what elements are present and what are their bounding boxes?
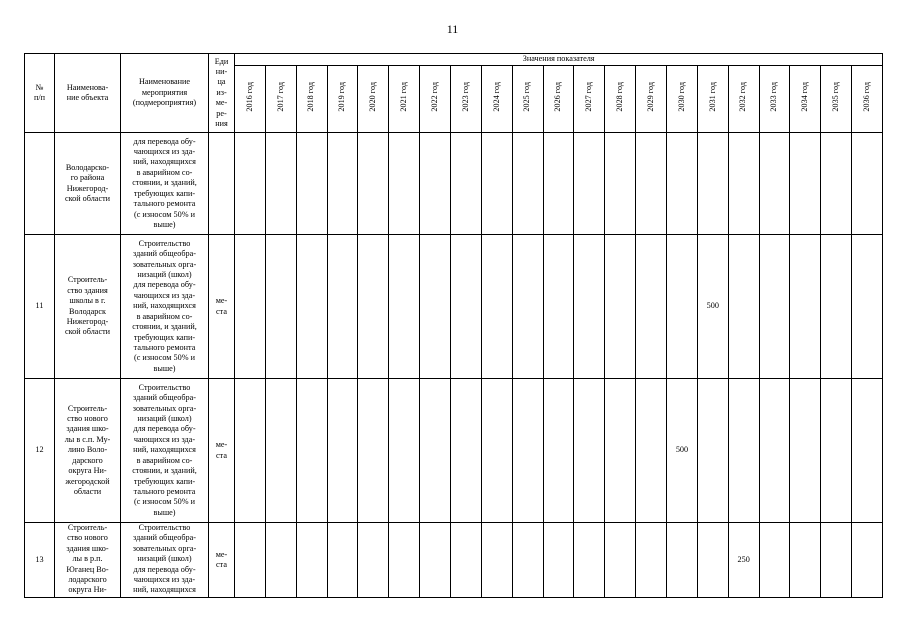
value-cell xyxy=(512,523,543,598)
value-cell xyxy=(451,133,482,235)
header-year: 2033 год xyxy=(759,66,790,133)
value-cell xyxy=(265,379,296,523)
value-cell xyxy=(852,235,883,379)
table-row xyxy=(25,523,883,598)
value-cell xyxy=(512,379,543,523)
value-cell xyxy=(821,133,852,235)
value-cell xyxy=(759,379,790,523)
value-cell xyxy=(543,235,574,379)
value-cell xyxy=(481,523,512,598)
value-cell xyxy=(821,379,852,523)
header-year: 2030 год xyxy=(667,66,698,133)
value-cell xyxy=(790,133,821,235)
value-cell xyxy=(327,133,358,235)
header-year: 2022 год xyxy=(420,66,451,133)
header-year: 2026 год xyxy=(543,66,574,133)
value-cell xyxy=(821,235,852,379)
value-cell xyxy=(636,133,667,235)
value-cell xyxy=(512,235,543,379)
value-cell xyxy=(235,235,266,379)
header-year: 2028 год xyxy=(605,66,636,133)
header-year: 2018 год xyxy=(296,66,327,133)
value-cell xyxy=(389,379,420,523)
value-cell xyxy=(759,133,790,235)
value-cell xyxy=(481,133,512,235)
header-object: Наименова- ние объекта xyxy=(55,54,121,133)
value-cell xyxy=(759,523,790,598)
value-cell xyxy=(574,523,605,598)
value-cell xyxy=(265,133,296,235)
value-cell xyxy=(667,235,698,379)
value-cell xyxy=(852,379,883,523)
row-number-cell: 13 xyxy=(25,523,55,598)
value-cell xyxy=(389,133,420,235)
value-cell xyxy=(420,523,451,598)
value-cell xyxy=(420,133,451,235)
header-year: 2024 год xyxy=(481,66,512,133)
row-number-cell: 12 xyxy=(25,379,55,523)
header-year: 2019 год xyxy=(327,66,358,133)
value-cell xyxy=(636,379,667,523)
value-cell xyxy=(296,379,327,523)
value-cell xyxy=(358,379,389,523)
value-cell xyxy=(327,523,358,598)
event-name-cell: для перевода обу- чающихся из зда- ний, находящихся в аварийном со- стоянии, и зданий, требующих капи- тального ремонта (с износом 50% и выше) xyxy=(121,133,209,235)
value-cell: 500 xyxy=(667,379,698,523)
value-cell xyxy=(728,379,759,523)
header-year: 2027 год xyxy=(574,66,605,133)
unit-cell: ме- ста xyxy=(209,379,235,523)
row-number-cell xyxy=(25,133,55,235)
value-cell xyxy=(265,523,296,598)
value-cell xyxy=(728,235,759,379)
value-cell xyxy=(296,235,327,379)
value-cell xyxy=(728,133,759,235)
value-cell xyxy=(667,523,698,598)
value-cell xyxy=(451,523,482,598)
header-year: 2029 год xyxy=(636,66,667,133)
object-name-cell: Володарско- го района Нижегород- ской области xyxy=(55,133,121,235)
value-cell xyxy=(235,379,266,523)
object-name-cell: Строитель- ство нового здания шко- лы в р.п. Юганец Во- лодарского округа Ни- xyxy=(55,523,121,598)
page-number: 11 xyxy=(446,22,459,36)
header-year: 2023 год xyxy=(451,66,482,133)
value-cell xyxy=(327,379,358,523)
value-cell xyxy=(636,235,667,379)
value-cell xyxy=(389,235,420,379)
value-cell xyxy=(358,235,389,379)
value-cell xyxy=(327,235,358,379)
value-cell xyxy=(697,523,728,598)
table-row xyxy=(25,133,883,235)
header-year: 2020 год xyxy=(358,66,389,133)
value-cell xyxy=(543,523,574,598)
value-cell xyxy=(296,133,327,235)
value-cell xyxy=(420,379,451,523)
value-cell xyxy=(389,523,420,598)
value-cell xyxy=(605,235,636,379)
object-name-cell: Строитель- ство нового здания шко- лы в с.п. Му- лино Воло- дарского округа Ни- жегородской области xyxy=(55,379,121,523)
value-cell xyxy=(852,523,883,598)
value-cell xyxy=(821,523,852,598)
header-num: № п/п xyxy=(25,54,55,133)
header-unit: Еди ни- ца из- ме- ре- ния xyxy=(209,54,235,133)
value-cell xyxy=(543,379,574,523)
header-year: 2035 год xyxy=(821,66,852,133)
value-cell xyxy=(697,379,728,523)
header-year: 2016 год xyxy=(235,66,266,133)
header-year: 2025 год xyxy=(512,66,543,133)
value-cell xyxy=(759,235,790,379)
value-cell xyxy=(481,379,512,523)
unit-cell: ме- ста xyxy=(209,235,235,379)
value-cell xyxy=(543,133,574,235)
value-cell xyxy=(636,523,667,598)
header-year: 2036 год xyxy=(852,66,883,133)
header-year: 2032 год xyxy=(728,66,759,133)
value-cell xyxy=(574,379,605,523)
value-cell xyxy=(790,523,821,598)
header-values: Значения показателя xyxy=(235,54,883,66)
value-cell xyxy=(481,235,512,379)
value-cell xyxy=(265,235,296,379)
header-year: 2031 год xyxy=(697,66,728,133)
header-year: 2017 год xyxy=(265,66,296,133)
value-cell xyxy=(358,523,389,598)
row-number-cell: 11 xyxy=(25,235,55,379)
event-name-cell: Строительство зданий общеобра- зовательных орга- низаций (школ) для перевода обу- чающихся из зда- ний, находящихся xyxy=(121,523,209,598)
value-cell xyxy=(574,133,605,235)
value-cell xyxy=(574,235,605,379)
value-cell xyxy=(605,379,636,523)
header-year: 2021 год xyxy=(389,66,420,133)
event-name-cell: Строительство зданий общеобра- зовательных орга- низаций (школ) для перевода обу- чающихся из зда- ний, находящихся в аварийном со- стоянии, и зданий, требующих капи- тального ремонта (с износом 50% и выше) xyxy=(121,379,209,523)
header-year: 2034 год xyxy=(790,66,821,133)
value-cell xyxy=(605,523,636,598)
value-cell: 500 xyxy=(697,235,728,379)
object-name-cell: Строитель- ство здания школы в г. Володарск Нижегород- ской области xyxy=(55,235,121,379)
value-cell xyxy=(451,235,482,379)
value-cell xyxy=(697,133,728,235)
value-cell xyxy=(451,379,482,523)
value-cell xyxy=(512,133,543,235)
value-cell xyxy=(235,133,266,235)
value-cell xyxy=(605,133,636,235)
value-cell xyxy=(296,523,327,598)
value-cell xyxy=(852,133,883,235)
event-name-cell: Строительство зданий общеобра- зовательных орга- низаций (школ) для перевода обу- чающихся из зда- ний, находящихся в аварийном со- стоянии, и зданий, требующих капи- тального ремонта (с износом 50% и выше) xyxy=(121,235,209,379)
value-cell: 250 xyxy=(728,523,759,598)
table-row xyxy=(25,235,883,379)
unit-cell: ме- ста xyxy=(209,523,235,598)
indicator-table xyxy=(24,53,883,598)
table-row xyxy=(25,379,883,523)
header-event: Наименование мероприятия (подмероприятия) xyxy=(121,54,209,133)
value-cell xyxy=(790,379,821,523)
value-cell xyxy=(790,235,821,379)
value-cell xyxy=(667,133,698,235)
value-cell xyxy=(235,523,266,598)
value-cell xyxy=(420,235,451,379)
value-cell xyxy=(358,133,389,235)
unit-cell xyxy=(209,133,235,235)
